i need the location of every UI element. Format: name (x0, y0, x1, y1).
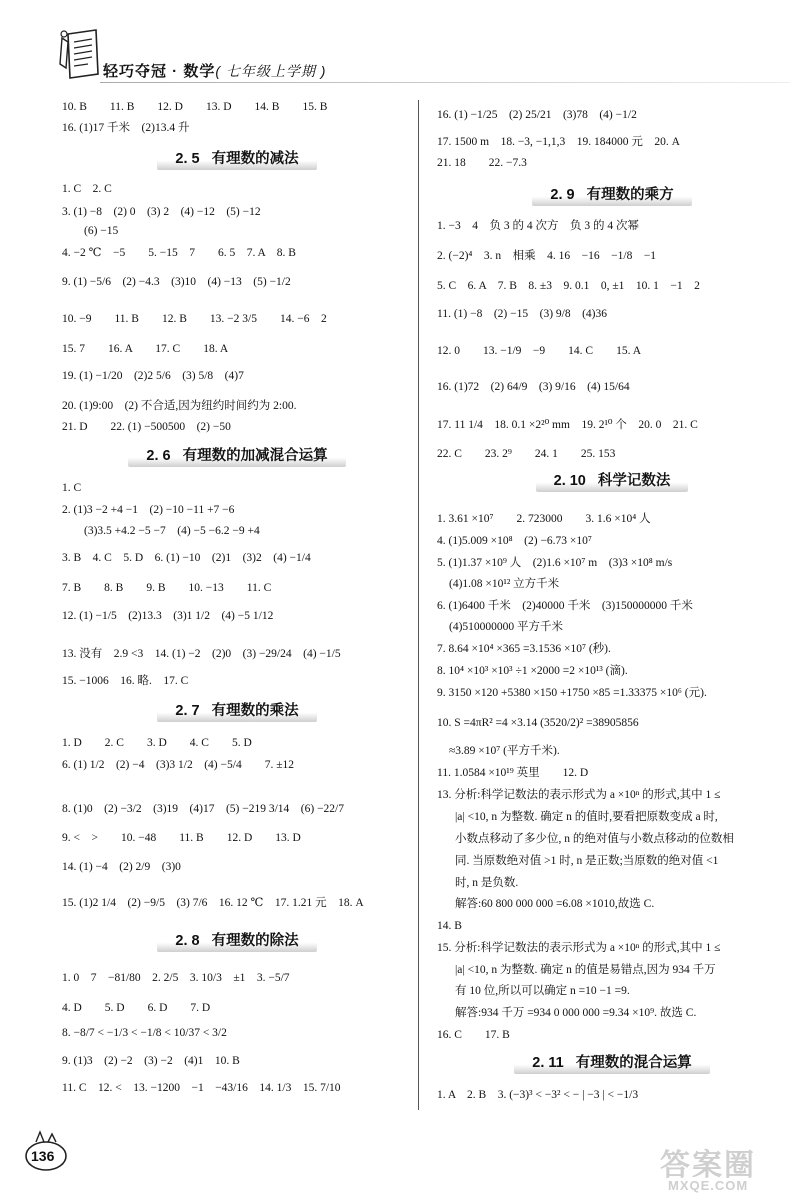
answer-line: 16. (1)72 (2) 64/9 (3) 9/16 (4) 15/64 (437, 381, 630, 393)
section-number: 2. 7 (175, 703, 200, 719)
answer-line: 1. 0 7 −81/80 2. 2/5 3. 10/3 ±1 3. −5/7 (62, 972, 290, 984)
answer-line: 8. (1)0 (2) −3/2 (3)19 (4)17 (5) −219 3/14 (6) −22/7 (62, 803, 344, 815)
answer-line: 5. C 6. A 7. B 8. ±3 9. 0.1 0, ±1 10. 1 −1 2 (437, 280, 700, 292)
watermark (660, 1140, 795, 1195)
answer-line: 10. −9 11. B 12. B 13. −2 3/5 14. −6 2 (62, 313, 327, 325)
answer-line: 16. C 17. B (437, 1029, 510, 1041)
answer-line: 14. B (437, 920, 462, 932)
answer-line: |a| <10, n 为整数. 确定 n 的值是易错点,因为 934 千万 (455, 964, 716, 976)
section-heading (62, 931, 412, 952)
answer-line: 12. (1) −1/5 (2)13.3 (3)1 1/2 (4) −5 1/12 (62, 610, 274, 622)
section-title: 有理数的乘方 (586, 187, 674, 203)
answer-line: 13. 没有 2.9 <3 14. (1) −2 (2)0 (3) −29/24 (4) −1/5 (62, 648, 341, 660)
answer-line: 2. (−2)⁴ 3. n 相乘 4. 16 −16 −1/8 −1 (437, 250, 657, 262)
section-title: 有理数的减法 (211, 151, 299, 167)
answer-line: 6. (1) 1/2 (2) −4 (3)3 1/2 (4) −5/4 7. ±12 (62, 759, 295, 771)
page-number-badge (22, 1128, 70, 1172)
header-divider (100, 82, 790, 83)
watermark-main: 答案圈 (660, 1149, 756, 1182)
answer-line: 7. 8.64 ×10⁴ ×365 =3.1536 ×10⁷ (秒). (437, 643, 611, 655)
section-number: 2. 5 (175, 151, 200, 167)
section-number: 2. 8 (175, 933, 200, 949)
answer-line: 22. C 23. 2⁹ 24. 1 25. 153 (437, 448, 616, 460)
book-title (103, 60, 326, 81)
answer-line: 10. B 11. B 12. D 13. D 14. B 15. B (62, 101, 328, 113)
answer-line: 12. 0 13. −1/9 −9 14. C 15. A (437, 345, 642, 357)
answer-line: 9. (1) −5/6 (2) −4.3 (3)10 (4) −13 (5) −1/2 (62, 276, 291, 288)
answer-line: 9. < > 10. −48 11. B 12. D 13. D (62, 832, 301, 844)
answer-line: 10. S =4πR² =4 ×3.14 (3520/2)² =38905856 (437, 717, 639, 729)
section-heading (62, 701, 412, 722)
answer-line: 4. −2 ℃ −5 5. −15 7 6. 5 7. A 8. B (62, 247, 296, 259)
section-title: 科学记数法 (597, 473, 671, 489)
answer-line: 14. (1) −4 (2) 2/9 (3)0 (62, 861, 181, 873)
section-heading (62, 446, 412, 467)
section-heading (437, 471, 787, 492)
answer-line: 8. −8/7 < −1/3 < −1/8 < 10/37 < 3/2 (62, 1027, 227, 1039)
answer-line: 1. A 2. B 3. (−3)³ < −3² < − | −3 | < −1/3 (437, 1089, 639, 1101)
watermark-url: MXQE.COM (668, 1178, 749, 1193)
answer-line: 20. (1)9:00 (2) 不合适,因为纽约时间约为 2:00. (62, 400, 297, 412)
answer-line: 4. (1)5.009 ×10⁸ (2) −6.73 ×10⁷ (437, 535, 592, 547)
answer-line: 2. (1)3 −2 +4 −1 (2) −10 −11 +7 −6 (62, 504, 235, 516)
answer-line: 1. C 2. C (62, 183, 112, 195)
answer-line: (6) −15 (84, 225, 119, 237)
answer-line: 11. 1.0584 ×10¹⁹ 英里 12. D (437, 767, 589, 779)
answer-line: 3. (1) −8 (2) 0 (3) 2 (4) −12 (5) −12 (62, 206, 261, 218)
section-heading (437, 1053, 787, 1074)
section-number: 2. 11 (532, 1055, 564, 1071)
answer-line: 16. (1) −1/25 (2) 25/21 (3)78 (4) −1/2 (437, 109, 637, 121)
answer-line: 1. −3 4 负 3 的 4 次方 负 3 的 4 次幂 (437, 220, 639, 232)
answer-line: 17. 1500 m 18. −3, −1,1,3 19. 184000 元 20. A (437, 136, 680, 148)
answer-line: 3. B 4. C 5. D 6. (1) −10 (2)1 (3)2 (4) −1/4 (62, 552, 311, 564)
answer-line: 解答:934 千万 =934 0 000 000 =9.34 ×10⁹. 故选 C. (455, 1007, 697, 1019)
answer-line: 15. −1006 16. 略. 17. C (62, 675, 189, 687)
answer-line: 17. 11 1/4 18. 0.1 ×2²⁰ mm 19. 2¹⁰ 个 20. 0 21. C (437, 419, 698, 431)
section-title: 有理数的混合运算 (575, 1055, 692, 1071)
answer-line: 小数点移动了多少位, n 的绝对值与小数点移动的位数相 (455, 833, 734, 845)
answer-line: (4)1.08 ×10¹² 立方千米 (449, 578, 560, 590)
answer-line: (3)3.5 +4.2 −5 −7 (4) −5 −6.2 −9 +4 (84, 525, 260, 537)
answer-line: 1. C (62, 482, 82, 494)
section-number: 2. 9 (550, 187, 575, 203)
answer-line: 9. (1)3 (2) −2 (3) −2 (4)1 10. B (62, 1055, 240, 1067)
section-title: 有理数的加减混合运算 (182, 448, 328, 464)
answer-line: (4)510000000 平方千米 (449, 621, 564, 633)
answer-line: 1. 3.61 ×10⁷ 2. 723000 3. 1.6 ×10⁴ 人 (437, 513, 651, 525)
answer-line: ≈3.89 ×10⁷ (平方千米). (449, 745, 560, 757)
answer-line: 11. C 12. < 13. −1200 −1 −43/16 14. 1/3 15. 7/10 (62, 1082, 341, 1094)
answer-line: 解答:60 800 000 000 =6.08 ×1010,故选 C. (455, 898, 655, 910)
answer-line: 1. D 2. C 3. D 4. C 5. D (62, 737, 252, 749)
answer-line: 19. (1) −1/20 (2)2 5/6 (3) 5/8 (4)7 (62, 370, 244, 382)
answer-line: 16. (1)17 千米 (2)13.4 升 (62, 122, 190, 134)
section-title: 有理数的除法 (211, 933, 299, 949)
section-title: 有理数的乘法 (211, 703, 299, 719)
answer-line: 有 10 位,所以可以确定 n =10 −1 =9. (455, 985, 630, 997)
answer-line: 15. 分析:科学记数法的表示形式为 a ×10ⁿ 的形式,其中 1 ≤ (437, 942, 721, 954)
answer-line: 时, n 是负数. (455, 877, 519, 889)
answer-line: |a| <10, n 为整数. 确定 n 的值时,要看把原数变成 a 时, (455, 811, 718, 823)
book-title-text: 轻巧夺冠 · 数学 (103, 63, 216, 80)
answer-line: 7. B 8. B 9. B 10. −13 11. C (62, 582, 272, 594)
section-heading (437, 185, 787, 206)
answer-line: 11. (1) −8 (2) −15 (3) 9/8 (4)36 (437, 308, 608, 320)
answer-line: 6. (1)6400 千米 (2)40000 千米 (3)150000000 千米 (437, 600, 693, 612)
answer-line: 15. 7 16. A 17. C 18. A (62, 343, 229, 355)
answer-line: 8. 10⁴ ×10³ ×10³ ÷1 ×2000 =2 ×10¹³ (滴). (437, 665, 628, 677)
section-heading (62, 149, 412, 170)
section-number: 2. 6 (146, 448, 171, 464)
page-number: 136 (31, 1148, 55, 1164)
answer-line: 13. 分析:科学记数法的表示形式为 a ×10ⁿ 的形式,其中 1 ≤ (437, 789, 721, 801)
column-divider (418, 100, 419, 1110)
section-number: 2. 10 (553, 473, 586, 489)
answer-line: 21. D 22. (1) −500500 (2) −50 (62, 421, 231, 433)
answer-line: 4. D 5. D 6. D 7. D (62, 1002, 211, 1014)
answer-line: 21. 18 22. −7.3 (437, 157, 527, 169)
answer-line: 同. 当原数绝对值 >1 时, n 是正数;当原数的绝对值 <1 (455, 855, 719, 867)
book-grade: ( 七年级上学期 ) (215, 63, 327, 79)
book-logo-icon (58, 28, 102, 80)
answer-line: 15. (1)2 1/4 (2) −9/5 (3) 7/6 16. 12 ℃ 17. 1.21 元 18. A (62, 897, 364, 909)
answer-line: 5. (1)1.37 ×10⁹ 人 (2)1.6 ×10⁷ m (3)3 ×10⁸ m/s (437, 557, 673, 569)
page-header (0, 0, 807, 95)
answer-line: 9. 3150 ×120 +5380 ×150 +1750 ×85 =1.33375 ×10⁶ (元). (437, 687, 707, 699)
